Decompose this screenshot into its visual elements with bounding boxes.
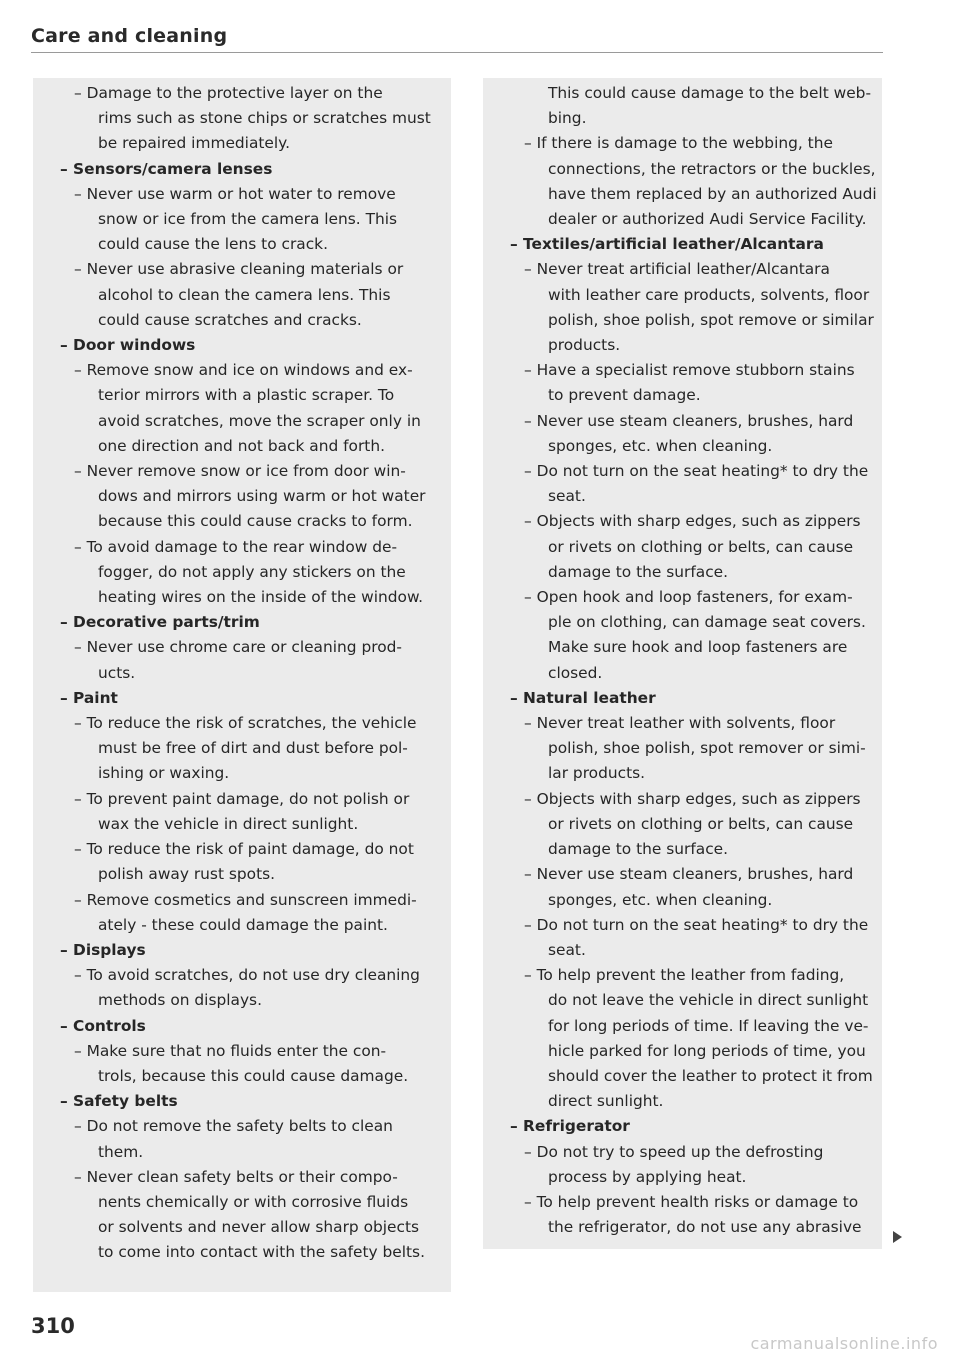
text-line: – Never use steam cleaners, brushes, hard: [524, 865, 854, 884]
text-line: rims such as stone chips or scratches must: [98, 109, 431, 128]
text-line: the refrigerator, do not use any abrasive: [548, 1218, 862, 1237]
text-line: wax the vehicle in direct sunlight.: [98, 814, 359, 833]
text-line: – Never remove snow or ice from door win-: [74, 462, 406, 481]
text-line: avoid scratches, move the scraper only in: [98, 411, 421, 430]
text-line: – To avoid scratches, do not use dry cleaning: [74, 966, 420, 985]
text-line: snow or ice from the camera lens. This: [98, 210, 398, 229]
left-column: [33, 78, 451, 1292]
section-heading: – Natural leather: [510, 688, 656, 707]
text-line: to come into contact with the safety belts.: [98, 1243, 425, 1262]
section-heading: – Displays: [60, 940, 146, 959]
text-line: – Objects with sharp edges, such as zippers: [524, 789, 861, 808]
text-line: polish away rust spots.: [98, 865, 276, 884]
text-line: nents chemically or with corrosive fluids: [98, 1192, 409, 1211]
text-line: lar products.: [548, 764, 646, 783]
text-line: – Make sure that no fluids enter the con-: [74, 1041, 387, 1060]
text-line: – To prevent paint damage, do not polish or: [74, 789, 410, 808]
text-line: fogger, do not apply any stickers on the: [98, 562, 406, 581]
text-line: ucts.: [98, 663, 136, 682]
text-line: – To reduce the risk of paint damage, do not: [74, 840, 414, 859]
text-line: or rivets on clothing or belts, can cause: [548, 537, 854, 556]
text-line: direct sunlight.: [548, 1092, 664, 1111]
text-line: – Open hook and loop fasteners, for exam-: [524, 588, 853, 607]
text-line: be repaired immediately.: [98, 134, 290, 153]
text-line: alcohol to clean the camera lens. This: [98, 285, 391, 304]
text-line: have them replaced by an authorized Audi: [548, 184, 877, 203]
section-heading: – Controls: [60, 1016, 146, 1035]
text-line: – Never use chrome care or cleaning prod-: [74, 638, 402, 657]
text-line: damage to the surface.: [548, 840, 729, 859]
text-line: ple on clothing, can damage seat covers.: [548, 613, 866, 632]
header-divider: [31, 52, 883, 53]
text-line: ishing or waxing.: [98, 764, 230, 783]
text-line: – Never use warm or hot water to remove: [74, 184, 396, 203]
page-number: 310: [31, 1314, 75, 1338]
text-line: – Do not remove the safety belts to clean: [74, 1117, 393, 1136]
text-line: – Have a specialist remove stubborn stains: [524, 361, 855, 380]
text-line: connections, the retractors or the buckles,: [548, 159, 876, 178]
text-line: bing.: [548, 109, 587, 128]
text-line: seat.: [548, 940, 586, 959]
text-line: could cause the lens to crack.: [98, 235, 328, 254]
text-line: could cause scratches and cracks.: [98, 310, 362, 329]
text-line: hicle parked for long periods of time, you: [548, 1041, 866, 1060]
right-column: [483, 78, 882, 1249]
text-line: methods on displays.: [98, 991, 262, 1010]
section-heading: – Sensors/camera lenses: [60, 159, 273, 178]
text-line: with leather care products, solvents, floor: [548, 285, 870, 304]
section-heading: – Refrigerator: [510, 1117, 630, 1136]
text-line: – Do not turn on the seat heating* to dry the: [524, 462, 869, 481]
text-line: – To help prevent the leather from fading,: [524, 966, 845, 985]
text-line: them.: [98, 1142, 144, 1161]
text-line: – If there is damage to the webbing, the: [524, 134, 833, 153]
section-heading: – Safety belts: [60, 1092, 178, 1111]
text-line: sponges, etc. when cleaning.: [548, 436, 773, 455]
text-line: one direction and not back and forth.: [98, 436, 385, 455]
text-line: – Do not try to speed up the defrosting: [524, 1142, 824, 1161]
page-header-title: Care and cleaning: [31, 25, 228, 47]
text-line: dows and mirrors using warm or hot water: [98, 487, 426, 506]
text-line: – To help prevent health risks or damage to: [524, 1192, 859, 1211]
text-line: – Never use abrasive cleaning materials or: [74, 260, 404, 279]
continue-arrow-icon: [893, 1231, 902, 1243]
text-line: dealer or authorized Audi Service Facility.: [548, 210, 867, 229]
text-line: products.: [548, 336, 621, 355]
text-line: – To reduce the risk of scratches, the vehicle: [74, 714, 417, 733]
text-line: – Do not turn on the seat heating* to dry the: [524, 915, 869, 934]
text-line: – Never clean safety belts or their compo-: [74, 1167, 398, 1186]
text-line: or rivets on clothing or belts, can cause: [548, 814, 854, 833]
text-line: terior mirrors with a plastic scraper. To: [98, 386, 395, 405]
text-line: – Remove snow and ice on windows and ex-: [74, 361, 413, 380]
text-line: This could cause damage to the belt web-: [548, 84, 872, 102]
text-line: process by applying heat.: [548, 1167, 747, 1186]
text-line: for long periods of time. If leaving the ve-: [548, 1016, 869, 1035]
text-line: to prevent damage.: [548, 386, 701, 405]
text-line: should cover the leather to protect it from: [548, 1066, 873, 1085]
text-line: Make sure hook and loop fasteners are: [548, 638, 848, 657]
text-line: trols, because this could cause damage.: [98, 1066, 409, 1085]
text-line: – Never use steam cleaners, brushes, hard: [524, 411, 854, 430]
text-line: ately - these could damage the paint.: [98, 915, 388, 934]
text-line: – Never treat leather with solvents, floor: [524, 714, 836, 733]
text-line: heating wires on the inside of the window.: [98, 588, 424, 607]
text-line: or solvents and never allow sharp objects: [98, 1218, 420, 1237]
text-line: – To avoid damage to the rear window de-: [74, 537, 398, 556]
text-line: – Never treat artificial leather/Alcantara: [524, 260, 830, 279]
watermark: carmanualsonline.info: [750, 1334, 938, 1353]
text-line: damage to the surface.: [548, 562, 729, 581]
text-line: – Damage to the protective layer on the: [74, 84, 383, 102]
text-line: – Remove cosmetics and sunscreen immedi-: [74, 890, 417, 909]
section-heading: – Door windows: [60, 336, 196, 355]
section-heading: – Paint: [60, 688, 118, 707]
text-line: closed.: [548, 663, 603, 682]
text-line: – Objects with sharp edges, such as zippers: [524, 512, 861, 531]
text-line: polish, shoe polish, spot remove or similar: [548, 310, 874, 329]
text-line: seat.: [548, 487, 586, 506]
section-heading: – Textiles/artificial leather/Alcantara: [510, 235, 824, 254]
text-line: polish, shoe polish, spot remover or simi-: [548, 739, 866, 758]
text-line: do not leave the vehicle in direct sunlight: [548, 991, 869, 1010]
text-line: because this could cause cracks to form.: [98, 512, 413, 531]
text-line: sponges, etc. when cleaning.: [548, 890, 773, 909]
section-heading: – Decorative parts/trim: [60, 613, 260, 632]
text-line: must be free of dirt and dust before pol-: [98, 739, 408, 758]
